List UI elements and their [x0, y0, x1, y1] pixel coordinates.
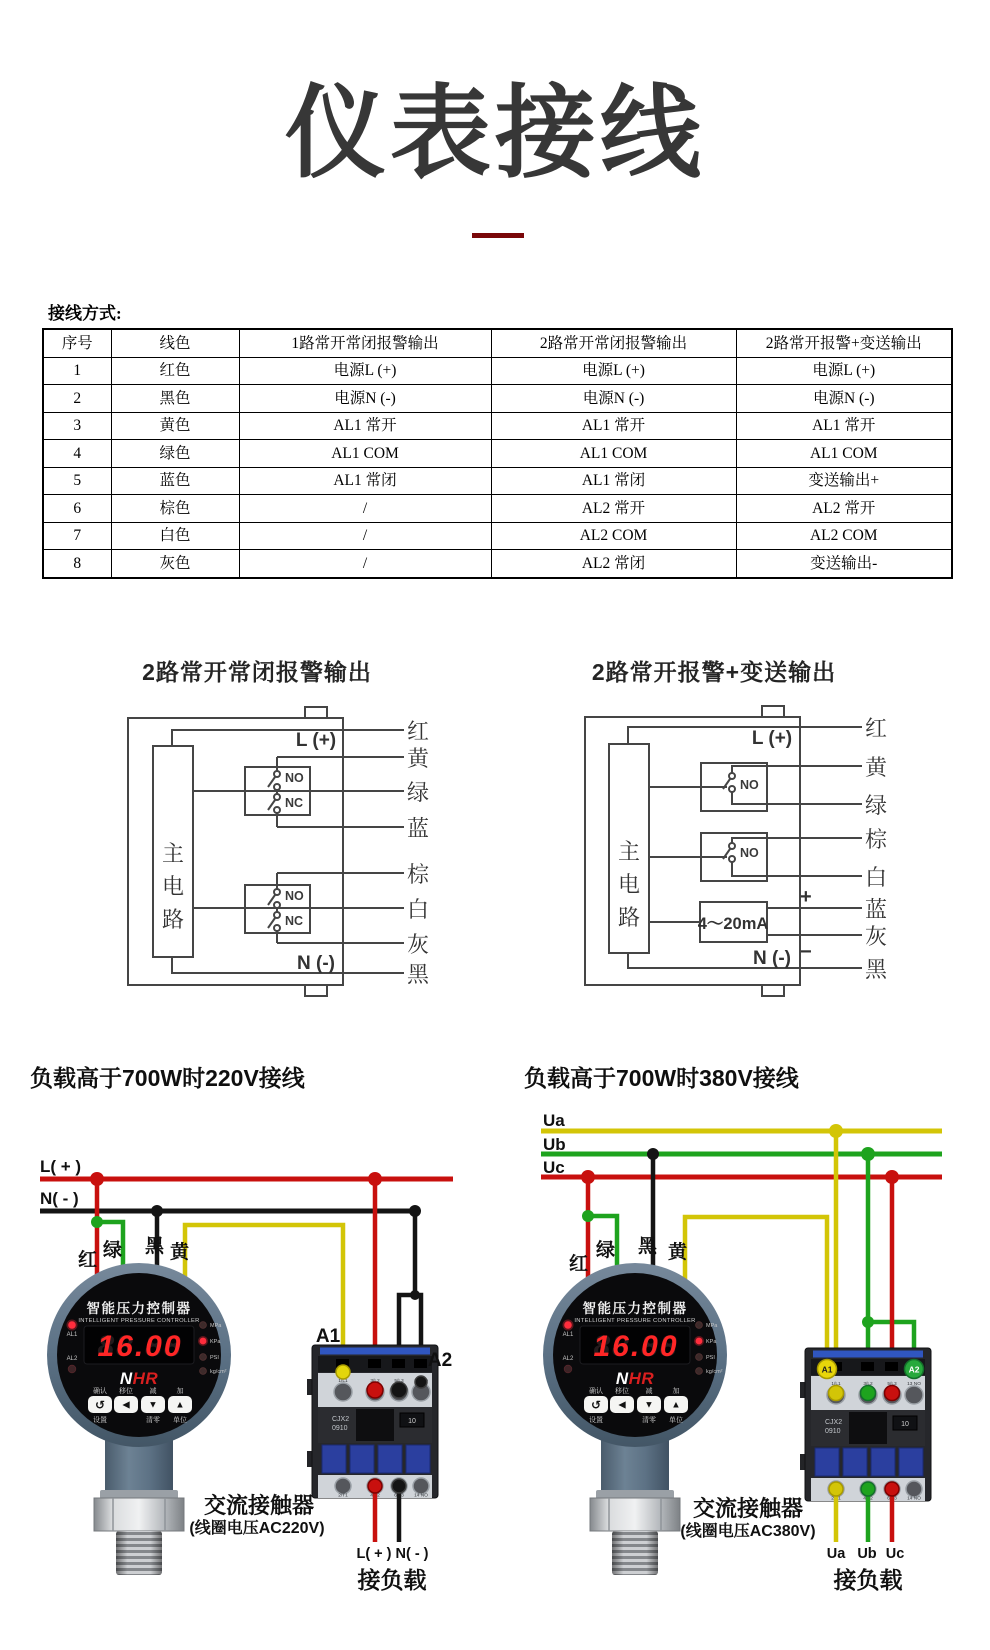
relay1-nc-label: NC [285, 796, 304, 810]
wire-label-black: 黑 [865, 957, 888, 982]
wire-label-yellow: 黄 [170, 1242, 190, 1263]
cell: AL1 COM [736, 440, 952, 468]
table-row [43, 357, 952, 385]
junction-dot [91, 1216, 103, 1228]
diagram-220v [30, 1065, 453, 1593]
cell: 电源L (+) [736, 357, 952, 385]
relay1-no-label: NO [740, 778, 759, 792]
wiring-table [42, 328, 953, 579]
case-tab-bottom [762, 985, 784, 996]
uc-bus-label: Uc [543, 1158, 565, 1177]
table-header-row [43, 329, 952, 357]
cell: 电源N (-) [491, 385, 736, 413]
table-row [43, 495, 952, 523]
cell: 电源N (-) [239, 385, 491, 413]
cell: 6 [43, 495, 111, 523]
junction-dot [647, 1148, 659, 1160]
wire-label-yellow: 黄 [668, 1242, 688, 1263]
junction-dot [582, 1210, 594, 1222]
cell: AL2 常开 [491, 495, 736, 523]
relay2-no-label: NO [285, 889, 304, 903]
cell: 黑色 [111, 385, 239, 413]
load-label: 接负载 [357, 1567, 427, 1593]
wire-label-brown: 棕 [865, 827, 888, 852]
cell: 电源N (-) [736, 385, 952, 413]
a2-label: A2 [908, 1364, 920, 1375]
junction-dot [829, 1124, 843, 1138]
relay-schematics [0, 650, 990, 1010]
ub-bus-label: Ub [543, 1135, 566, 1154]
schematic-2way-no-transmit [585, 659, 888, 996]
junction-dot [151, 1205, 163, 1217]
main-circuit-char: 主 [161, 841, 185, 866]
col-header-index: 序号 [43, 329, 111, 357]
contactor-name: 交流接触器 [203, 1493, 315, 1518]
l-plus-label: L (+) [751, 728, 793, 749]
col-header-mode2: 2路常开常闭报警输出 [491, 329, 736, 357]
schematic-title: 2路常开常闭报警输出 [142, 659, 372, 685]
cell: AL2 COM [736, 522, 952, 550]
load-ua-label: Ua [826, 1546, 846, 1562]
cell: 灰色 [111, 550, 239, 578]
diagram-title: 负载高于700W时380V接线 [524, 1065, 799, 1091]
cell: 4 [43, 440, 111, 468]
table-row [43, 440, 952, 468]
case-tab-top [305, 707, 327, 718]
cell: 绿色 [111, 440, 239, 468]
junction-dot [861, 1147, 875, 1161]
wire-label-green: 绿 [596, 1240, 616, 1261]
cell: AL2 常开 [736, 495, 952, 523]
junction-dot [410, 1290, 420, 1300]
junction-dot [885, 1170, 899, 1184]
wire-label-blue: 蓝 [865, 897, 888, 922]
plus-sign: + [800, 886, 812, 908]
schematic-2way-no-nc [128, 659, 430, 996]
load-uc-label: Uc [885, 1546, 905, 1562]
load-live-label: L( + ) [356, 1546, 392, 1562]
l-plus-label: L (+) [295, 730, 337, 751]
cell: 电源L (+) [491, 357, 736, 385]
load-neutral-label: N( - ) [395, 1546, 429, 1562]
neutral-bus-label: N( - ) [40, 1189, 79, 1208]
cell: 1 [43, 357, 111, 385]
wire-label-white: 白 [407, 897, 430, 922]
cell: AL1 常开 [491, 412, 736, 440]
diagram-title: 负载高于700W时220V接线 [30, 1065, 305, 1091]
wire-label-white: 白 [865, 865, 888, 890]
cell: AL1 常开 [736, 412, 952, 440]
junction-dot [368, 1172, 382, 1186]
load-ub-label: Ub [857, 1546, 877, 1562]
relay2-no-label: NO [740, 846, 759, 860]
main-circuit-char: 路 [617, 905, 641, 930]
cell: 棕色 [111, 495, 239, 523]
junction-dot [409, 1205, 421, 1217]
schematic-title: 2路常开报警+变送输出 [591, 659, 837, 685]
col-header-color: 线色 [111, 329, 239, 357]
main-circuit-char: 主 [617, 839, 641, 864]
cell: AL1 COM [239, 440, 491, 468]
junction-dot [581, 1170, 595, 1184]
cell: 3 [43, 412, 111, 440]
wire-label-yellow: 黄 [865, 755, 888, 780]
cell: 红色 [111, 357, 239, 385]
wire-label-green: 绿 [407, 780, 430, 805]
ua-bus-label: Ua [543, 1111, 565, 1130]
wire-label-gray: 灰 [865, 924, 888, 949]
wire-label-green: 绿 [865, 793, 888, 818]
table-row [43, 412, 952, 440]
wire-label-black: 黑 [145, 1236, 165, 1257]
red-terminal [367, 1382, 383, 1398]
cell: / [239, 522, 491, 550]
junction-dot [862, 1316, 874, 1328]
wire-label-red: 红 [407, 719, 430, 744]
a1-label: A1 [315, 1326, 341, 1347]
contactor-coil-spec: (线圈电压AC380V) [680, 1523, 816, 1540]
cell: AL2 COM [491, 522, 736, 550]
cell: 8 [43, 550, 111, 578]
wire-label-red: 红 [569, 1254, 589, 1275]
n-minus-label: N (-) [297, 953, 335, 974]
wire-label-black: 黑 [638, 1236, 658, 1257]
relay2-nc-label: NC [285, 914, 304, 928]
a2-label: A2 [427, 1350, 453, 1371]
cell: / [239, 495, 491, 523]
ac-contactor-220v [307, 1345, 438, 1499]
cell: 2 [43, 385, 111, 413]
cell: AL1 常开 [239, 412, 491, 440]
main-circuit-char: 电 [161, 874, 185, 899]
cell: 黄色 [111, 412, 239, 440]
page-title: 仪表接线 [284, 78, 705, 190]
wire-label-red: 红 [865, 716, 888, 741]
cell: AL1 常闭 [239, 467, 491, 495]
load-terminal [861, 1482, 875, 1496]
wire-label-black: 黑 [407, 962, 430, 987]
case-tab-bottom [305, 985, 327, 996]
ub-terminal [861, 1386, 876, 1401]
load-terminal [368, 1479, 382, 1493]
contactor-name: 交流接触器 [692, 1496, 804, 1521]
wire-label-red: 红 [78, 1250, 98, 1271]
junction-dot [90, 1172, 104, 1186]
uc-terminal [885, 1386, 900, 1401]
cell: 5 [43, 467, 111, 495]
black-terminal [391, 1382, 407, 1398]
wire-label-brown: 棕 [407, 862, 430, 887]
main-circuit-char: 路 [161, 907, 185, 932]
relay1-no-label: NO [285, 771, 304, 785]
cell: 白色 [111, 522, 239, 550]
cell: 7 [43, 522, 111, 550]
cell: AL2 常闭 [491, 550, 736, 578]
wire-label-yellow: 黄 [407, 746, 430, 771]
main-circuit-char: 电 [617, 872, 641, 897]
contactor-coil-spec: (线圈电压AC220V) [189, 1520, 325, 1537]
ua-terminal [829, 1386, 844, 1401]
wire-label-blue: 蓝 [407, 816, 430, 841]
minus-sign: − [800, 941, 812, 963]
load-label: 接负载 [833, 1567, 903, 1593]
cell: AL1 常闭 [491, 467, 736, 495]
diagram-380v [524, 1065, 942, 1593]
cell: / [239, 550, 491, 578]
table-row [43, 467, 952, 495]
yellow-terminal [336, 1365, 350, 1379]
col-header-mode1: 1路常开常闭报警输出 [239, 329, 491, 357]
a1-label: A1 [821, 1364, 833, 1375]
transmitter-label: 4～20mA [697, 915, 769, 933]
title-underline [472, 233, 524, 238]
cell: 蓝色 [111, 467, 239, 495]
wire-label-gray: 灰 [407, 932, 430, 957]
power-wiring-diagrams [0, 1060, 990, 1650]
load-terminal [829, 1482, 843, 1496]
table-row [43, 385, 952, 413]
load-terminal [885, 1482, 899, 1496]
live-bus-label: L( + ) [40, 1157, 82, 1176]
wire-label-green: 绿 [103, 1240, 123, 1261]
table-row [43, 522, 952, 550]
table-row [43, 550, 952, 578]
cell: 变送输出+ [736, 467, 952, 495]
cell: AL1 COM [491, 440, 736, 468]
n-minus-label: N (-) [753, 948, 791, 969]
wiring-method-label: 接线方式: [48, 304, 122, 323]
load-terminal [392, 1479, 406, 1493]
col-header-mode3: 2路常开报警+变送输出 [736, 329, 952, 357]
case-tab-top [762, 706, 784, 717]
cell: 电源L (+) [239, 357, 491, 385]
cell: 变送输出- [736, 550, 952, 578]
black-aux-terminal [415, 1376, 427, 1388]
